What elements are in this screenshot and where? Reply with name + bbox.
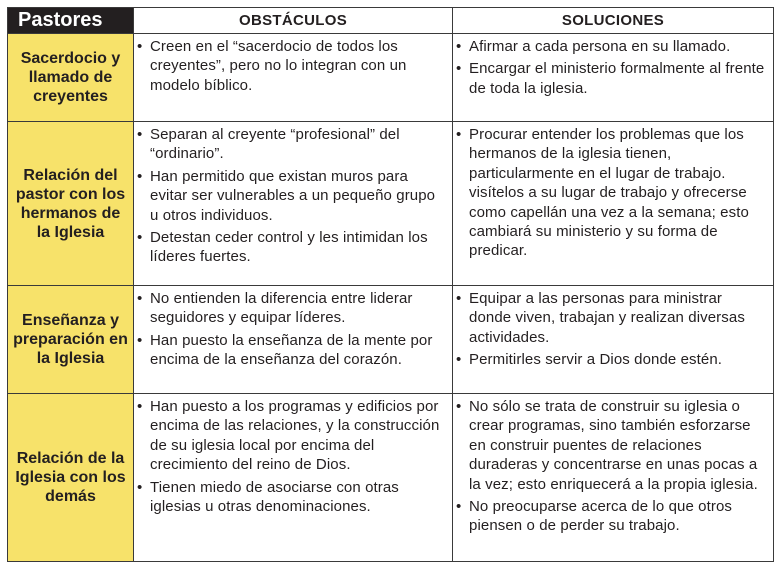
list-item: • No entienden la diferencia entre liderar seguidores y equipar líderes. xyxy=(150,289,446,328)
list-item: • Procurar entender los problemas que los hermanos de la iglesia tienen, particularmente en el lugar de trabajo. visítelos a su lugar de trabajo y ofrecerse como capellán una vez a la semana; esto cambiará su ministerio y su forma de predicar. xyxy=(469,125,767,261)
row-label: Sacerdocio y llamado de creyentes xyxy=(8,34,134,122)
table-row xyxy=(8,34,774,122)
obstacles-list xyxy=(134,394,452,520)
obstacles-list xyxy=(134,34,452,99)
solutions-list xyxy=(453,286,773,374)
solutions-header: SOLUCIONES xyxy=(453,8,774,34)
obstacles-cell xyxy=(134,34,453,122)
obstacles-cell xyxy=(134,394,453,562)
table-row xyxy=(8,394,774,562)
list-item: • Han permitido que existan muros para evitar ser vulnerables a un pequeño grupo u otros individuos. xyxy=(150,167,446,225)
obstacles-cell xyxy=(134,122,453,286)
list-item: • Afirmar a cada persona en su llamado. xyxy=(469,37,767,56)
list-item: • Detestan ceder control y les intimidan los líderes fuertes. xyxy=(150,228,446,267)
list-item: • Tienen miedo de asociarse con otras iglesias u otras denominaciones. xyxy=(150,478,446,517)
solutions-cell xyxy=(453,286,774,394)
list-item: • Equipar a las personas para ministrar donde viven, trabajan y realizan diversas actividades. xyxy=(469,289,767,347)
table-row xyxy=(8,122,774,286)
list-item: • Han puesto la enseñanza de la mente por encima de la enseñanza del corazón. xyxy=(150,331,446,370)
list-item: • Han puesto a los programas y edificios por encima de las relaciones, y la construcción de su iglesia local por encima del crecimiento del reino de Dios. xyxy=(150,397,446,475)
list-item: • Encargar el ministerio formalmente al frente de toda la iglesia. xyxy=(469,59,767,98)
obstacles-header: OBSTÁCULOS xyxy=(134,8,453,34)
corner-label: Pastores xyxy=(8,8,134,34)
list-item: • Creen en el “sacerdocio de todos los creyentes”, pero no lo integran con un modelo bíblico. xyxy=(150,37,446,95)
solutions-cell xyxy=(453,34,774,122)
row-label: Enseñanza y preparación en la Iglesia xyxy=(8,286,134,394)
solutions-cell xyxy=(453,122,774,286)
solutions-list xyxy=(453,122,773,265)
solutions-cell xyxy=(453,394,774,562)
solutions-list xyxy=(453,394,773,540)
row-label: Relación de la Iglesia con los demás xyxy=(8,394,134,562)
list-item: • No preocuparse acerca de lo que otros piensen o de perder su trabajo. xyxy=(469,497,767,536)
list-item: • Separan al creyente “profesional” del “ordinario”. xyxy=(150,125,446,164)
obstacles-list xyxy=(134,286,452,374)
row-label: Relación del pastor con los hermanos de la Iglesia xyxy=(8,122,134,286)
pastors-table xyxy=(7,7,774,562)
obstacles-list xyxy=(134,122,452,271)
header-row xyxy=(8,8,774,34)
list-item: • No sólo se trata de construir su iglesia o crear programas, sino también esforzarse en construir puentes de relaciones duraderas y concentrarse en unas pocas a la vez; esto enriquecerá a la propia iglesia. xyxy=(469,397,767,494)
obstacles-cell xyxy=(134,286,453,394)
list-item: • Permitirles servir a Dios donde estén. xyxy=(469,350,767,369)
solutions-list xyxy=(453,34,773,102)
table-row xyxy=(8,286,774,394)
